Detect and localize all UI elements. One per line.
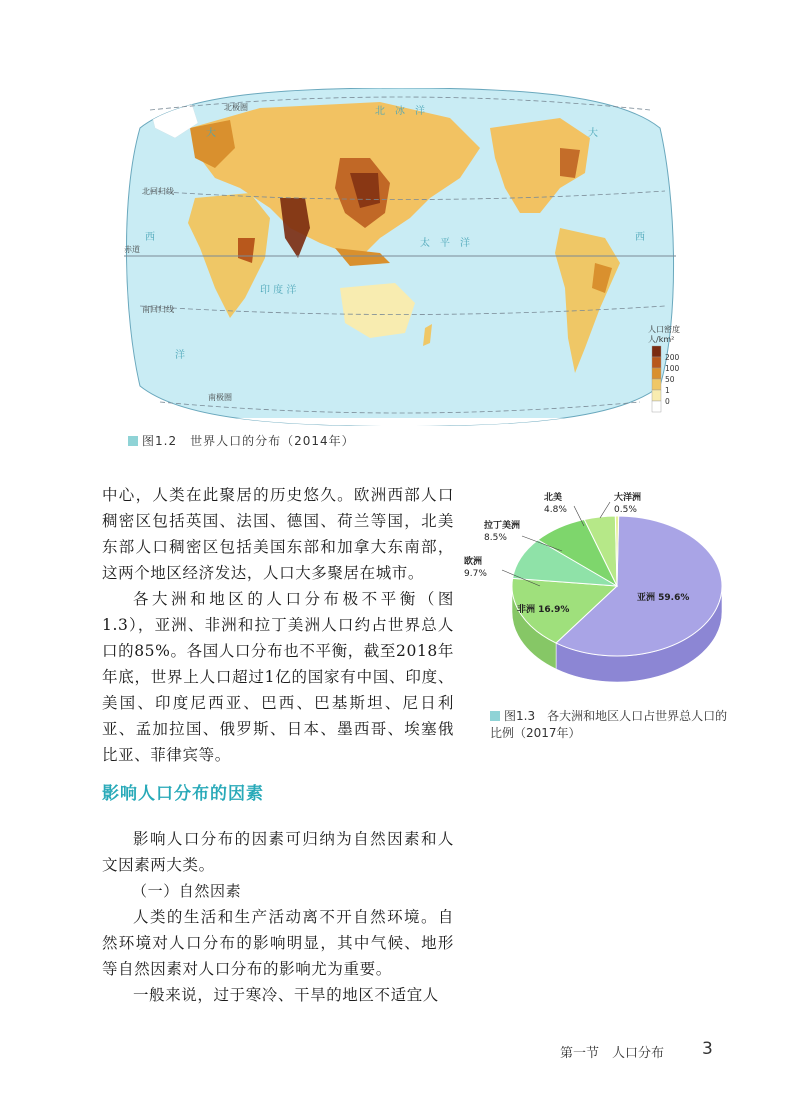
pie-caption bbox=[490, 708, 740, 742]
label-atlantic-big: 大 bbox=[206, 128, 216, 139]
pie-label-2-0: 欧洲 bbox=[464, 557, 483, 567]
section-heading: 影响人口分布的因素 bbox=[102, 784, 264, 804]
pie-caption-line2: 比例（2017年） bbox=[490, 726, 581, 740]
land-antarctica-edge bbox=[120, 418, 680, 426]
label-tropic-north: 北回归线 bbox=[142, 187, 174, 196]
pie-label-4-0: 北美 bbox=[544, 493, 563, 503]
pie-caption-marker-icon bbox=[490, 711, 500, 721]
section-paragraph-2: 人类的生活和生产活动离不开自然环境。自然环境对人口分布的影响明显，其中气候、地形等自然因素对人口分布的影响尤为重要。 bbox=[102, 908, 454, 978]
legend-swatch-1 bbox=[652, 357, 661, 368]
map-svg bbox=[120, 88, 680, 426]
legend-swatch-5 bbox=[652, 401, 661, 412]
section-text-block bbox=[102, 826, 454, 1008]
body-text-block bbox=[102, 482, 454, 768]
legend-level-4: 0 bbox=[665, 397, 670, 406]
pie-label-4-1: 4.8% bbox=[544, 505, 567, 515]
pie-label-3-0: 拉丁美洲 bbox=[484, 521, 521, 531]
legend-level-3: 1 bbox=[665, 386, 670, 395]
natural-factors-heading: （一）自然因素 bbox=[132, 882, 242, 900]
label-indian-ocean: 印 度 洋 bbox=[260, 285, 297, 296]
label-atlantic-west: 西 bbox=[145, 232, 155, 243]
pie-label-3-1: 8.5% bbox=[484, 533, 507, 543]
label-atlantic-big-east: 大 bbox=[588, 128, 598, 139]
label-arctic-circle: 北极圈 bbox=[224, 103, 248, 112]
label-atlantic-west-east: 西 bbox=[635, 232, 645, 243]
body-paragraph-1: 中心，人类在此聚居的历史悠久。欧洲西部人口稠密区包括英国、法国、德国、荷兰等国，北美东部人口稠密区包括美国东部和加拿大东南部，这两个地区经济发达，人口大多聚居在城市。 bbox=[102, 486, 454, 582]
legend-level-0: 200 bbox=[665, 353, 680, 362]
pie-svg bbox=[462, 486, 732, 714]
section-paragraph-1: 影响人口分布的因素可归纳为自然因素和人文因素两大类。 bbox=[102, 830, 454, 874]
legend-swatch-0 bbox=[652, 346, 661, 357]
pie-label-2-1: 9.7% bbox=[464, 569, 487, 579]
pie-label-0-0: 亚洲 59.6% bbox=[637, 593, 690, 603]
footer-section-title: 第一节 人口分布 bbox=[560, 1046, 665, 1061]
legend-unit: 人/km² bbox=[648, 335, 675, 344]
legend-level-1: 100 bbox=[665, 364, 680, 373]
legend-swatch-3 bbox=[652, 379, 661, 390]
body-paragraph-2: 各大洲和地区的人口分布极不平衡（图1.3），亚洲、非洲和拉丁美洲人口约占世界总人口的85%。各国人口分布也不平衡，截至2018年年底，世界上人口超过1亿的国家有中国、印度、美国、印度尼西亚、巴西、巴基斯坦、尼日利亚、孟加拉国、俄罗斯、日本、墨西哥、埃塞俄比亚、菲律宾等。 bbox=[102, 590, 454, 764]
section-paragraph-3: 一般来说，过于寒冷、干旱的地区不适宜人 bbox=[133, 986, 439, 1004]
pie-label-5-0: 大洋洲 bbox=[614, 493, 642, 503]
label-atlantic-yang: 洋 bbox=[175, 350, 185, 361]
pie-label-1-0: 非洲 16.9% bbox=[517, 605, 570, 615]
map-caption bbox=[128, 432, 355, 449]
legend-swatch-4 bbox=[652, 390, 661, 401]
world-population-map bbox=[120, 88, 680, 426]
label-pacific-ocean: 太 平 洋 bbox=[420, 238, 470, 249]
legend-swatch-2 bbox=[652, 368, 661, 379]
pie-caption-line1: 图1.3 各大洲和地区人口占世界总人口的 bbox=[504, 709, 728, 723]
label-tropic-south: 南回归线 bbox=[142, 305, 174, 314]
map-caption-text: 图1.2 世界人口的分布（2014年） bbox=[142, 434, 355, 448]
legend-level-2: 50 bbox=[665, 375, 675, 384]
legend-title: 人口密度 bbox=[648, 325, 680, 334]
continent-population-pie bbox=[462, 486, 732, 714]
pie-leader-5 bbox=[600, 502, 610, 518]
label-arctic-ocean: 北 冰 洋 bbox=[375, 106, 425, 117]
caption-marker-icon bbox=[128, 436, 138, 446]
label-antarctic-circle: 南极圈 bbox=[208, 393, 232, 402]
pie-label-5-1: 0.5% bbox=[614, 505, 637, 515]
label-equator: 赤道 bbox=[124, 245, 140, 254]
page-number: 3 bbox=[702, 1039, 713, 1059]
